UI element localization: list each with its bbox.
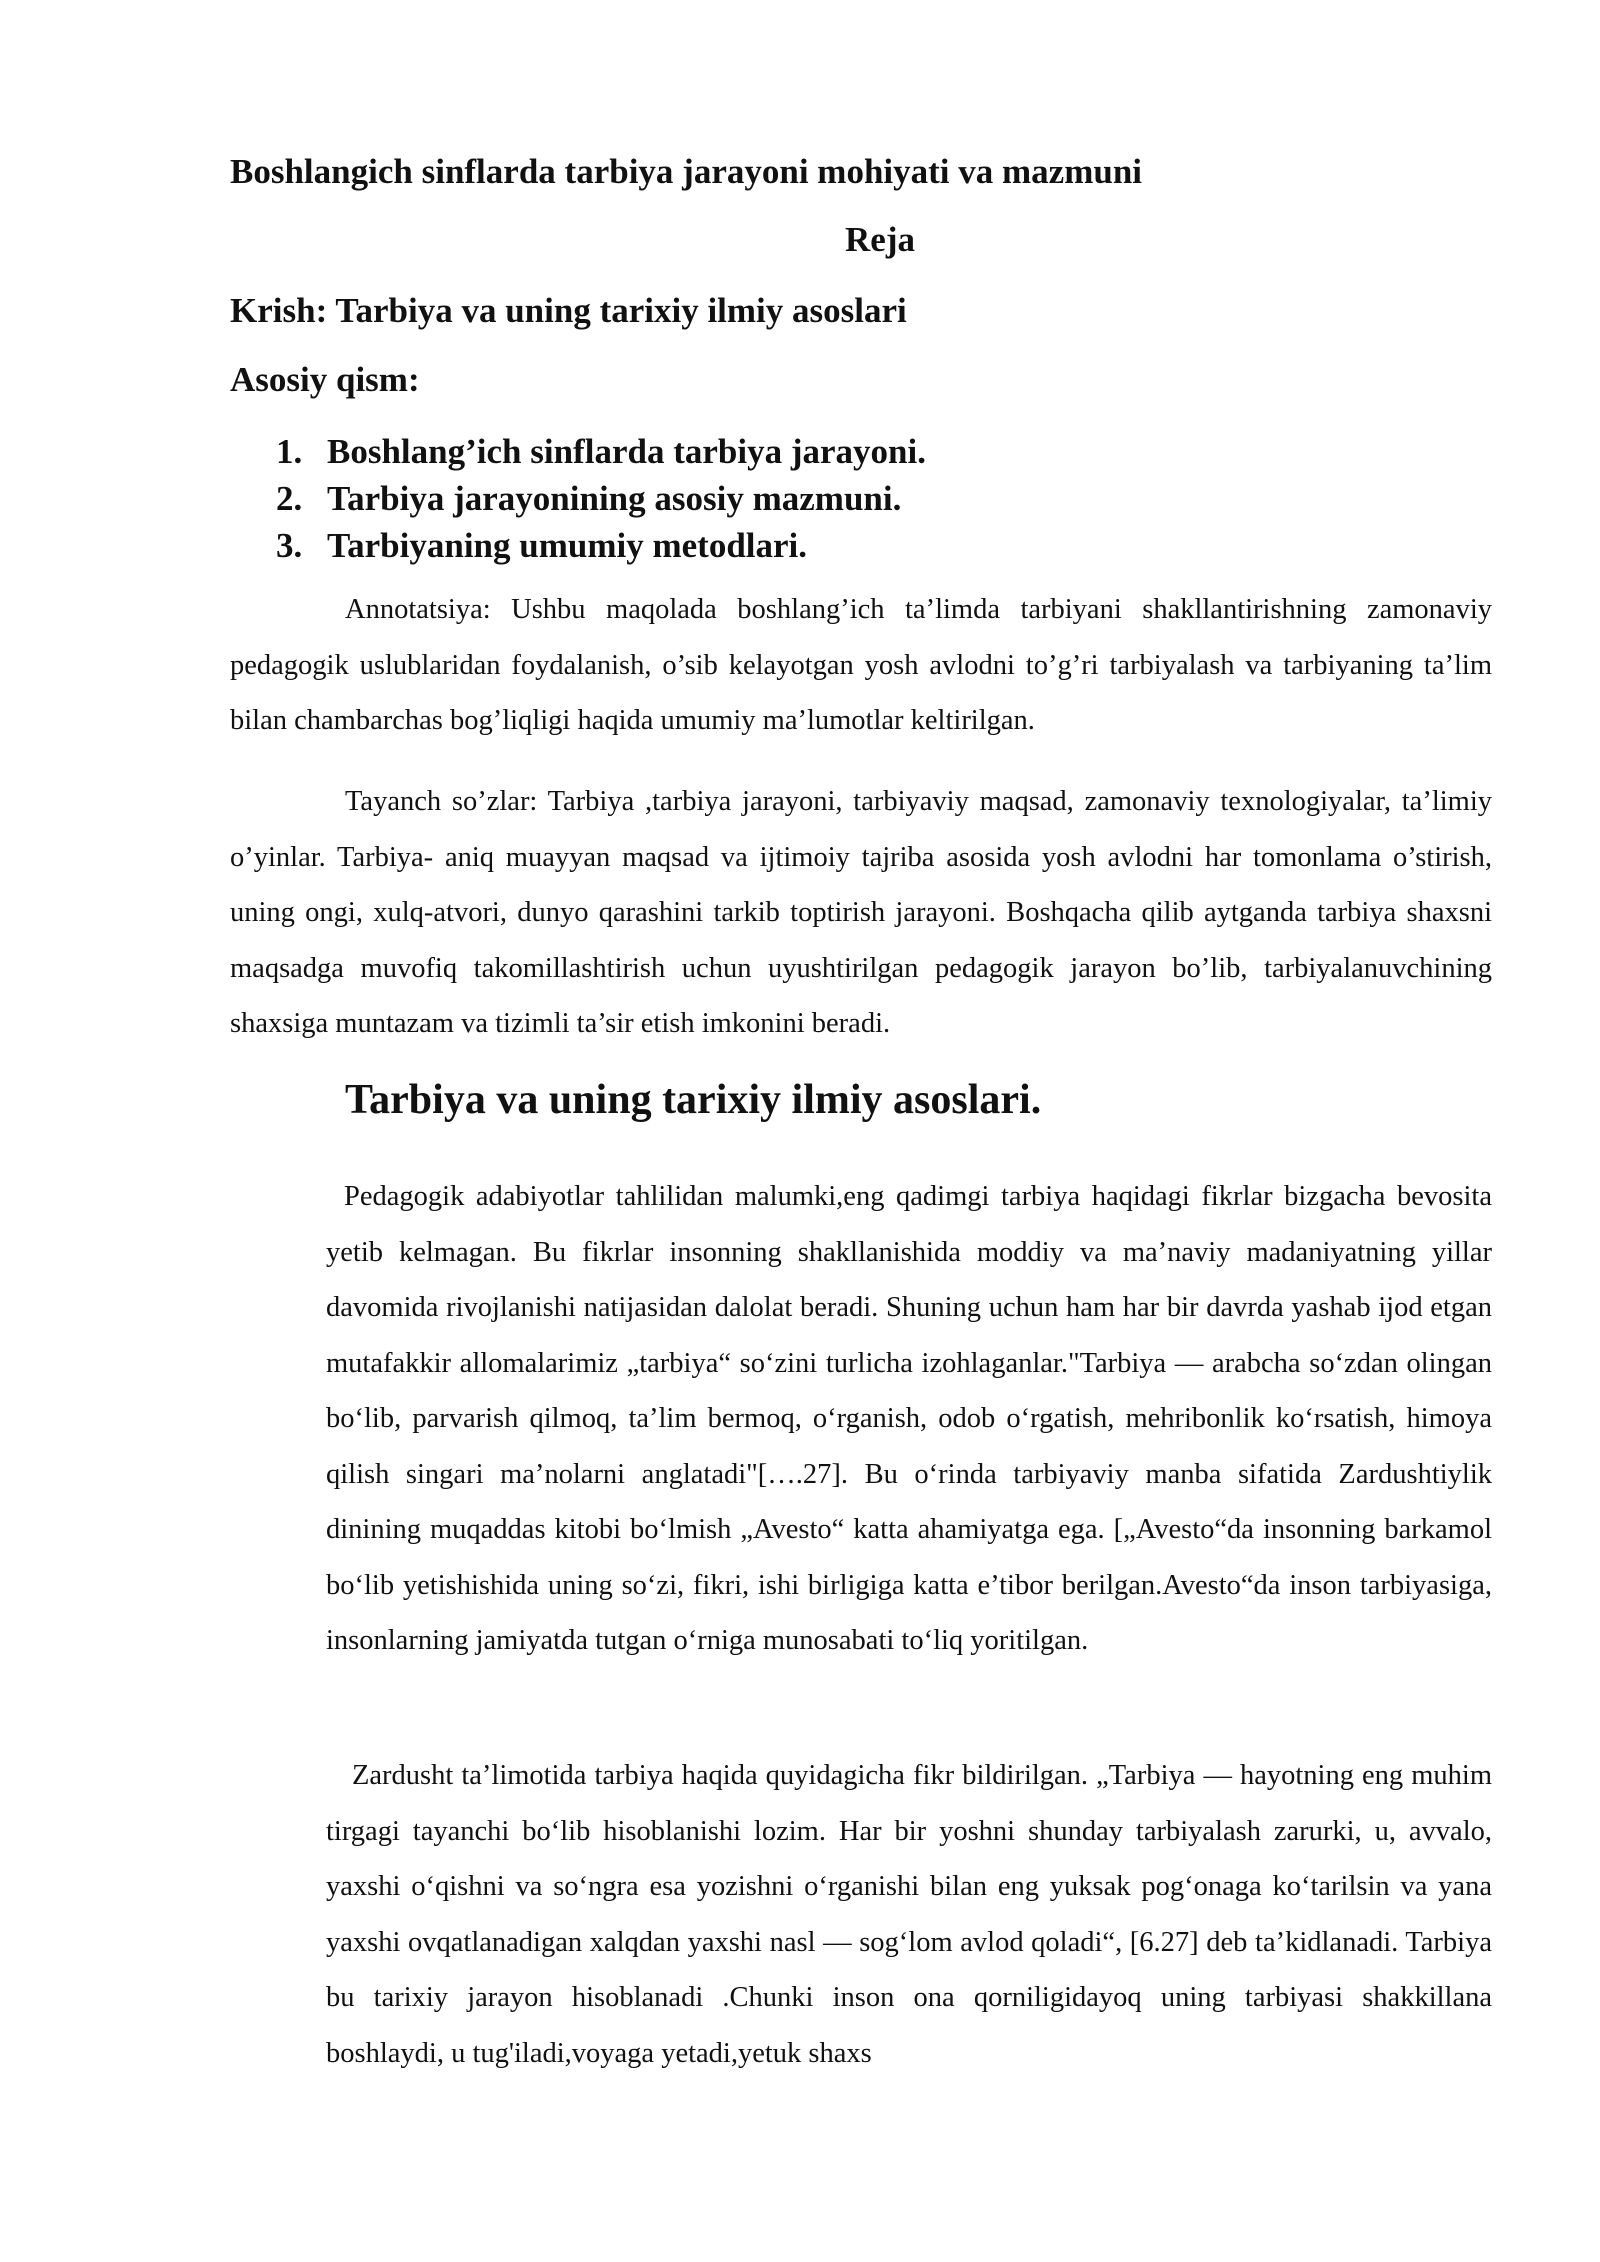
keywords-paragraph: Tayanch so’zlar: Tarbiya ,tarbiya jarayoni, tarbiyaviy maqsad, zamonaviy texnologiyalar, ta’limiy o’yinlar. Tarbiya- aniq muayyan maqsad va ijtimoiy tajriba asosida yosh avlodni har tomonlama o’stirish, uning ongi, xulq-atvori, dunyo qarashini tarkib toptirish jarayoni. Boshqacha qilib aytganda tarbiya shaxsni maqsadga muvofiq takomillashtirish uchun uyushtirilgan pedagogik jarayon bo’lib, tarbiyalanuvchining shaxsiga muntazam va tizimli ta’sir etish imkonini beradi. [230,786,1492,1039]
annotation-paragraph: Annotatsiya: Ushbu maqolada boshlang’ich ta’limda tarbiyani shakllantirishning zamonaviy pedagogik uslublaridan foydalanish, o’sib kelayotgan yosh avlodni to’g’ri tarbiyalash va tarbiyaning ta’lim bilan chambarchas bog’liqligi haqida umumiy ma’lumotlar keltirilgan. [230,594,1492,736]
intro-line: Krish: Tarbiya va uning tarixiy ilmiy asoslari [230,291,907,330]
plan-item [276,522,926,569]
plan-item [276,475,926,522]
history-paragraph: Pedagogik adabiyotlar tahlilidan malumki,eng qadimgi tarbiya haqidagi fikrlar bizgacha bevosita yetib kelmagan. Bu fikrlar insonning shakllanishida moddiy va ma’naviy madaniyatning yillar davomida rivojlanishi natijasidan dalolat beradi. Shuning uchun ham har bir davrda yashab ijod etgan mutafakkir allomalarimiz „tarbiya“ so‘zini turlicha izohlaganlar."Tarbiya — arabcha so‘zdan olingan bo‘lib, parvarish qilmoq, ta’lim bermoq, o‘rganish, odob o‘rgatish, mehribonlik ko‘rsatish, himoya qilish singari ma’nolarni anglatadi"[….27]. Bu o‘rinda tarbiyaviy manba sifatida Zardushtiylik dinining muqaddas kitobi bo‘lmish „Avesto“ katta ahamiyatga ega. [„Avesto“da insonning barkamol bo‘lib yetishishida uning so‘zi, fikri, ishi birligiga katta e’tibor berilgan.Avesto“da inson tarbiyasiga, insonlarning jamiyatda tutgan o‘rniga munosabati to‘liq yoritilgan. [326,1181,1492,1656]
zardusht-paragraph: Zardusht ta’limotida tarbiya haqida quyidagicha fikr bildirilgan. „Tarbiya — hayotning eng muhim tirgagi tayanchi bo‘lib hisoblanishi lozim. Har bir yoshni shunday tarbiyalash zarurki, u, avvalo, yaxshi o‘qishni va so‘ngra esa yozishni o‘rganishi bilan eng yuksak pog‘onaga ko‘tarilsin va yana yaxshi ovqatlanadigan xalqdan yaxshi nasl — sog‘lom avlod qoladi“, [6.27] deb ta’kidlanadi. Tarbiya bu tarixiy jarayon hisoblanadi .Chunki inson ona qorniligidayoq uning tarbiyasi shakkillana boshlaydi, u tug'iladi,voyaga yetadi,yetuk shaxs [326,1760,1492,2069]
plan-list [276,428,926,569]
main-part-heading: Asosiy qism: [230,360,420,399]
plan-item-number: 3. [276,526,303,565]
section-heading: Tarbiya va uning tarixiy ilmiy asoslari. [345,1077,1042,1123]
document-title: Boshlangich sinflarda tarbiya jarayoni mohiyati va mazmuni [230,152,1143,191]
plan-item-text: Tarbiya jarayonining asosiy mazmuni. [327,479,902,518]
plan-item [276,428,926,475]
plan-item-text: Tarbiyaning umumiy metodlari. [327,526,808,565]
plan-item-text: Boshlang’ich sinflarda tarbiya jarayoni. [327,432,926,471]
plan-item-number: 1. [276,432,303,471]
plan-heading: Reja [845,220,915,259]
plan-item-number: 2. [276,479,303,518]
